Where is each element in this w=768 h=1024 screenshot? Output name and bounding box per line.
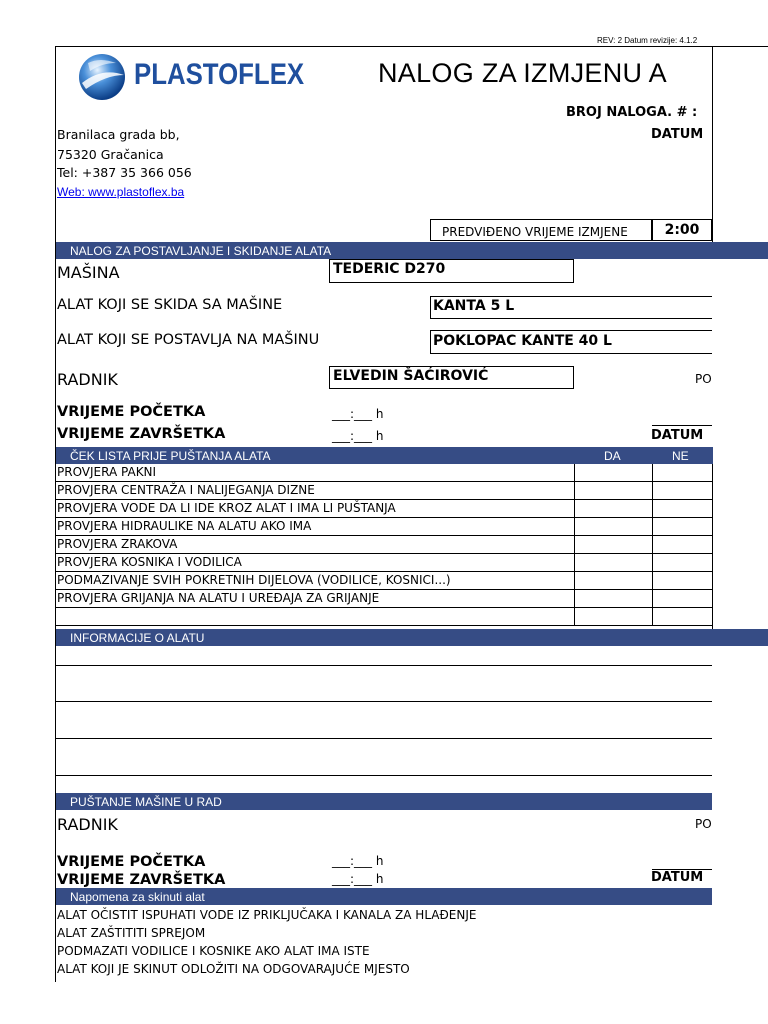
signature-line bbox=[652, 425, 712, 426]
checklist-col-divider bbox=[652, 482, 653, 500]
checklist-col-divider bbox=[652, 500, 653, 518]
checklist-col-divider bbox=[652, 590, 653, 608]
end-time-label: VRIJEME ZAVRŠETKA bbox=[57, 426, 226, 442]
checklist-row bbox=[55, 464, 713, 482]
startup-start-time-field[interactable]: ___:___ h bbox=[332, 854, 384, 868]
address-line2: 75320 Gračanica bbox=[57, 147, 164, 162]
note-item: ALAT OČISTIT ISPUHATI VODE IZ PRIKLJUČAKA I KANALA ZA HLAĐENJE bbox=[57, 908, 477, 922]
checklist-item-label: PROVJERA VODE DA LI IDE KROZ ALAT I IMA LI PUŠTANJA bbox=[57, 501, 396, 515]
website-link[interactable]: Web: www.plastoflex.ba bbox=[57, 185, 185, 199]
note-item: PODMAZATI VODILICE I KOSNIKE AKO ALAT IMA ISTE bbox=[57, 944, 370, 958]
date-label: DATUM bbox=[651, 428, 704, 443]
section-band-startup: PUŠTANJE MAŠINE U RAD bbox=[56, 793, 712, 810]
planned-time-value[interactable]: 2:00 bbox=[652, 219, 712, 241]
startup-start-time-label: VRIJEME POČETKA bbox=[57, 854, 206, 870]
info-line-2[interactable] bbox=[56, 701, 712, 702]
install-tool-line bbox=[430, 353, 712, 354]
address-phone: Tel: +387 35 366 056 bbox=[57, 165, 192, 180]
install-tool-left-line bbox=[430, 330, 431, 353]
revision-label: REV: 2 Datum revizije: 4.1.2 bbox=[597, 36, 698, 45]
info-line-4[interactable] bbox=[56, 775, 712, 776]
checklist-item-label: PROVJERA ZRAKOVA bbox=[57, 537, 178, 551]
info-line-1[interactable] bbox=[56, 665, 712, 666]
checklist-item-label: PROVJERA KOSNIKA I VODILICA bbox=[57, 555, 242, 569]
planned-time-label: PREDVIĐENO VRIJEME IZMJENE bbox=[430, 219, 652, 241]
header-date-label: DATUM bbox=[651, 127, 704, 142]
checklist-col-divider bbox=[574, 590, 575, 608]
checklist-item-label: PROVJERA PAKNI bbox=[57, 465, 157, 479]
install-tool-label: ALAT KOJI SE POSTAVLJA NA MAŠINU bbox=[57, 332, 320, 348]
address-line1: Branilaca grada bb, bbox=[57, 127, 180, 142]
machine-value[interactable]: TEDERIC D270 bbox=[329, 259, 574, 283]
frame-right-border bbox=[712, 46, 713, 242]
checklist-col-divider bbox=[652, 518, 653, 536]
checklist-right-border bbox=[712, 464, 713, 629]
checklist-col-divider bbox=[574, 464, 575, 482]
checklist-col-divider bbox=[652, 554, 653, 572]
checklist-row bbox=[55, 608, 713, 626]
checklist-col-divider bbox=[652, 572, 653, 590]
checklist-col-no: NE bbox=[672, 449, 689, 463]
checklist-row bbox=[55, 572, 713, 590]
checklist-row bbox=[55, 482, 713, 500]
frame-top-border bbox=[55, 46, 768, 47]
startup-po-label: PO bbox=[695, 817, 712, 831]
remove-tool-label: ALAT KOJI SE SKIDA SA MAŠINE bbox=[57, 297, 283, 313]
start-time-label: VRIJEME POČETKA bbox=[57, 404, 206, 420]
checklist-item-label: PODMAZIVANJE SVIH POKRETNIH DIJELOVA (VODILICE, KOSNICI...) bbox=[57, 573, 451, 587]
info-line-3[interactable] bbox=[56, 738, 712, 739]
checklist-col-divider bbox=[652, 464, 653, 482]
checklist-col-divider bbox=[652, 536, 653, 554]
checklist-item-label: PROVJERA HIDRAULIKE NA ALATU AKO IMA bbox=[57, 519, 312, 533]
section-band-checklist: ČEK LISTA PRIJE PUŠTANJA ALATA bbox=[56, 447, 713, 464]
checklist-row bbox=[55, 554, 713, 572]
checklist-col-divider bbox=[574, 518, 575, 536]
checklist-col-divider bbox=[574, 572, 575, 590]
checklist-col-yes: DA bbox=[604, 449, 621, 463]
remove-tool-line bbox=[430, 318, 712, 319]
worker-value[interactable]: ELVEDIN ŠAĆIROVIĆ bbox=[329, 366, 574, 389]
section-band-info: INFORMACIJE O ALATU bbox=[56, 629, 768, 646]
startup-end-time-field[interactable]: ___:___ h bbox=[332, 872, 384, 886]
logo-text: PLASTOFLEX bbox=[134, 58, 305, 91]
note-item: ALAT KOJI JE SKINUT ODLOŽITI NA ODGOVARAJUĆE MJESTO bbox=[57, 962, 410, 976]
order-number-label: BROJ NALOGA. # : bbox=[566, 105, 698, 120]
startup-end-time-label: VRIJEME ZAVRŠETKA bbox=[57, 872, 226, 888]
checklist-row bbox=[55, 590, 713, 608]
remove-tool-value[interactable]: KANTA 5 L bbox=[433, 298, 515, 314]
start-time-field[interactable]: ___:___ h bbox=[332, 407, 384, 421]
page-title: NALOG ZA IZMJENU A bbox=[378, 58, 667, 88]
checklist-col-divider bbox=[574, 482, 575, 500]
checklist-row bbox=[55, 500, 713, 518]
checklist-row bbox=[55, 518, 713, 536]
end-time-field[interactable]: ___:___ h bbox=[332, 429, 384, 443]
checklist-col-divider bbox=[574, 500, 575, 518]
note-item: ALAT ZAŠTITITI SPREJOM bbox=[57, 926, 206, 940]
checklist-item-label: PROVJERA CENTRAŽA I NALIJEGANJA DIZNE bbox=[57, 483, 315, 497]
checklist-col-divider bbox=[574, 554, 575, 572]
remove-tool-top-line bbox=[430, 296, 712, 297]
worker-label: RADNIK bbox=[57, 370, 118, 389]
startup-worker-label: RADNIK bbox=[57, 815, 118, 834]
checklist-col-divider bbox=[652, 608, 653, 626]
machine-label: MAŠINA bbox=[57, 263, 120, 282]
checklist-col-divider bbox=[574, 608, 575, 626]
po-label: PO bbox=[695, 372, 712, 386]
checklist-col-divider bbox=[574, 536, 575, 554]
section-band-tool: NALOG ZA POSTAVLJANJE I SKIDANJE ALATA bbox=[56, 242, 768, 259]
checklist-row bbox=[55, 536, 713, 554]
remove-tool-left-line bbox=[430, 296, 431, 318]
install-tool-top-line bbox=[430, 330, 712, 331]
install-tool-value[interactable]: POKLOPAC KANTE 40 L bbox=[433, 333, 612, 349]
section-band-notes: Napomena za skinuti alat bbox=[56, 888, 712, 905]
checklist-item-label: PROVJERA GRIJANJA NA ALATU I UREĐAJA ZA GRIJANJE bbox=[57, 591, 380, 605]
startup-date-label: DATUM bbox=[651, 870, 704, 885]
